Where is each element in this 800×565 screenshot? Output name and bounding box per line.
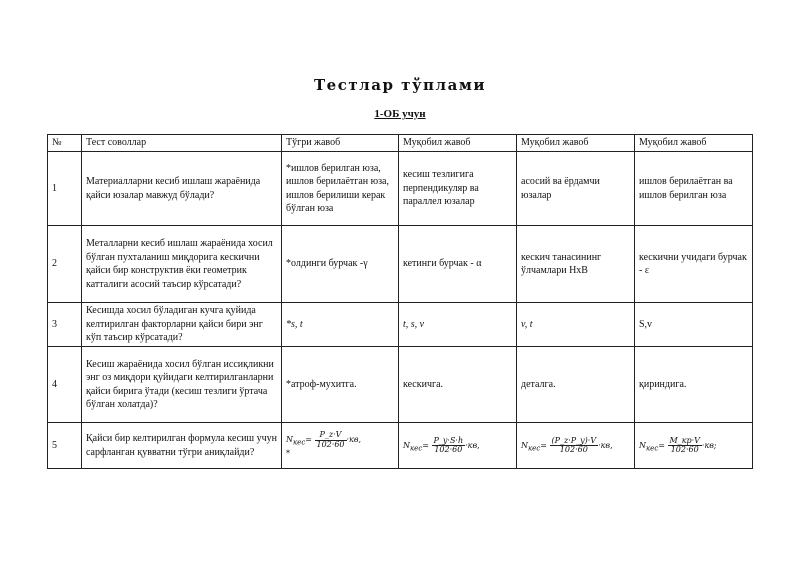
alt-answer-cell: S,v — [635, 303, 753, 347]
formula-fraction — [432, 437, 466, 455]
alt-answer-cell: кескичга. — [399, 347, 517, 423]
question-cell: Қайси бир келтирилган формула кесиш учун сарфланган қувватни тўгри аниқлайди? — [82, 423, 282, 469]
alt-answer-cell: кесиш тезлигига перпендикуляр ва параллел юзалар — [399, 152, 517, 226]
correct-answer-cell: $N_{кес}=$ $\frac{P\_z\cdot V}{102\cdot 60}$ ·кв, * — [282, 423, 399, 469]
row-number: 2 — [48, 226, 82, 303]
table-header-row — [48, 135, 753, 152]
header-alt-3: Муқобил жавоб — [635, 135, 753, 152]
header-alt-2: Муқобил жавоб — [517, 135, 635, 152]
page-subtitle: 1-ОБ учун — [374, 108, 426, 120]
alt-answer-cell: v, t — [517, 303, 635, 347]
question-cell: Кесишда хосил бўладиган кучга қуйида келтирилган факторларни қайси бири энг кўп таъсир кўрсатади? — [82, 303, 282, 347]
formula-unit: кв; — [704, 440, 717, 450]
alt-answer-cell: $N_{кес}=$ $\frac{M\_кр\cdot V}{102\cdot 60}$ ·кв; — [635, 423, 753, 469]
question-cell: Кесиш жараёнида хосил бўлган иссиқликни энг оз миқдори қуйидаги келтирилганларни қайси бирига ўтади (кесиш тезлиги ўртача бўлган холатда)? — [82, 347, 282, 423]
formula-fraction — [668, 437, 702, 455]
header-question: Тест соволлар — [82, 135, 282, 152]
table-row — [48, 347, 753, 423]
tests-table — [47, 134, 753, 469]
formula-denominator: 102·60 — [670, 445, 699, 454]
formula-numerator: P_y·S·h — [433, 435, 464, 445]
alt-answer-cell: $N_{кес}=$ $\frac{(P\_z\cdot P\_y)\cdot V}{102\cdot 60}$ ·кв, — [517, 423, 635, 469]
alt-answer-cell: t, s, v — [399, 303, 517, 347]
page-title: Тестлар тўплами — [314, 76, 486, 94]
row-number: 3 — [48, 303, 82, 347]
table-row — [48, 152, 753, 226]
header-alt-1: Муқобил жавоб — [399, 135, 517, 152]
question-cell: Материалларни кесиб ишлаш жараёнида қайси юзалар мавжуд бўлади? — [82, 152, 282, 226]
table-row — [48, 423, 753, 469]
formula-unit: кв — [467, 440, 478, 450]
formula-sub: кес — [293, 438, 306, 447]
alt-answer-cell: деталга. — [517, 347, 635, 423]
table-row — [48, 303, 753, 347]
formula-denominator: 102·60 — [434, 445, 463, 454]
header-number: № — [48, 135, 82, 152]
correct-answer-cell: *олдинги бурчак -γ — [282, 226, 399, 303]
alt-answer-cell: ишлов берилаётган ва ишлов берилган юза — [635, 152, 753, 226]
formula-fraction — [550, 437, 599, 455]
formula-fraction — [315, 431, 347, 449]
alt-answer-cell: $N_{кес}=$ $\frac{P\_y\cdot S\cdot h}{102\cdot 60}$ ·кв, — [399, 423, 517, 469]
formula-unit: кв — [349, 435, 359, 445]
formula-unit: кв — [600, 440, 611, 450]
formula-sub: кес — [646, 444, 659, 453]
formula-sub: кес — [410, 444, 423, 453]
row-number: 1 — [48, 152, 82, 226]
row-number: 5 — [48, 423, 82, 469]
correct-answer-cell: *атроф-мухитга. — [282, 347, 399, 423]
formula-numerator: M_кр·V — [669, 435, 700, 445]
correct-mark: * — [286, 448, 290, 458]
question-cell: Металларни кесиб ишлаш жараёнида хосил бўлган пухталаниш миқдорига кескични қайси бир конструктив ёки геометрик катталиги асосий таъсир кўрсатади? — [82, 226, 282, 303]
alt-answer-cell: асосий ва ёрдамчи юзалар — [517, 152, 635, 226]
formula-lhs: N — [286, 435, 293, 445]
formula-lhs: N — [521, 440, 528, 450]
formula-numerator: P_z·V — [315, 431, 347, 440]
formula-lhs: N — [639, 440, 646, 450]
table-row — [48, 226, 753, 303]
correct-answer-cell: *s, t — [282, 303, 399, 347]
alt-answer-cell: қириндига. — [635, 347, 753, 423]
formula-numerator: (P_z·P_y)·V — [551, 435, 597, 445]
alt-answer-cell: кескич танасининг ўлчамлари НхВ — [517, 226, 635, 303]
formula-lhs: N — [403, 440, 410, 450]
formula-denominator: 102·60 — [559, 445, 588, 454]
formula-sub: кес — [528, 444, 541, 453]
alt-answer-cell: кескични учидаги бурчак - ε — [635, 226, 753, 303]
alt-answer-cell: кетинги бурчак - α — [399, 226, 517, 303]
formula-denominator: 102·60 — [316, 439, 345, 449]
row-number: 4 — [48, 347, 82, 423]
correct-answer-cell: *ишлов берилган юза, ишлов берилаётган юза, ишлов берилиши керак бўлган юза — [282, 152, 399, 226]
header-correct: Тўгри жавоб — [282, 135, 399, 152]
